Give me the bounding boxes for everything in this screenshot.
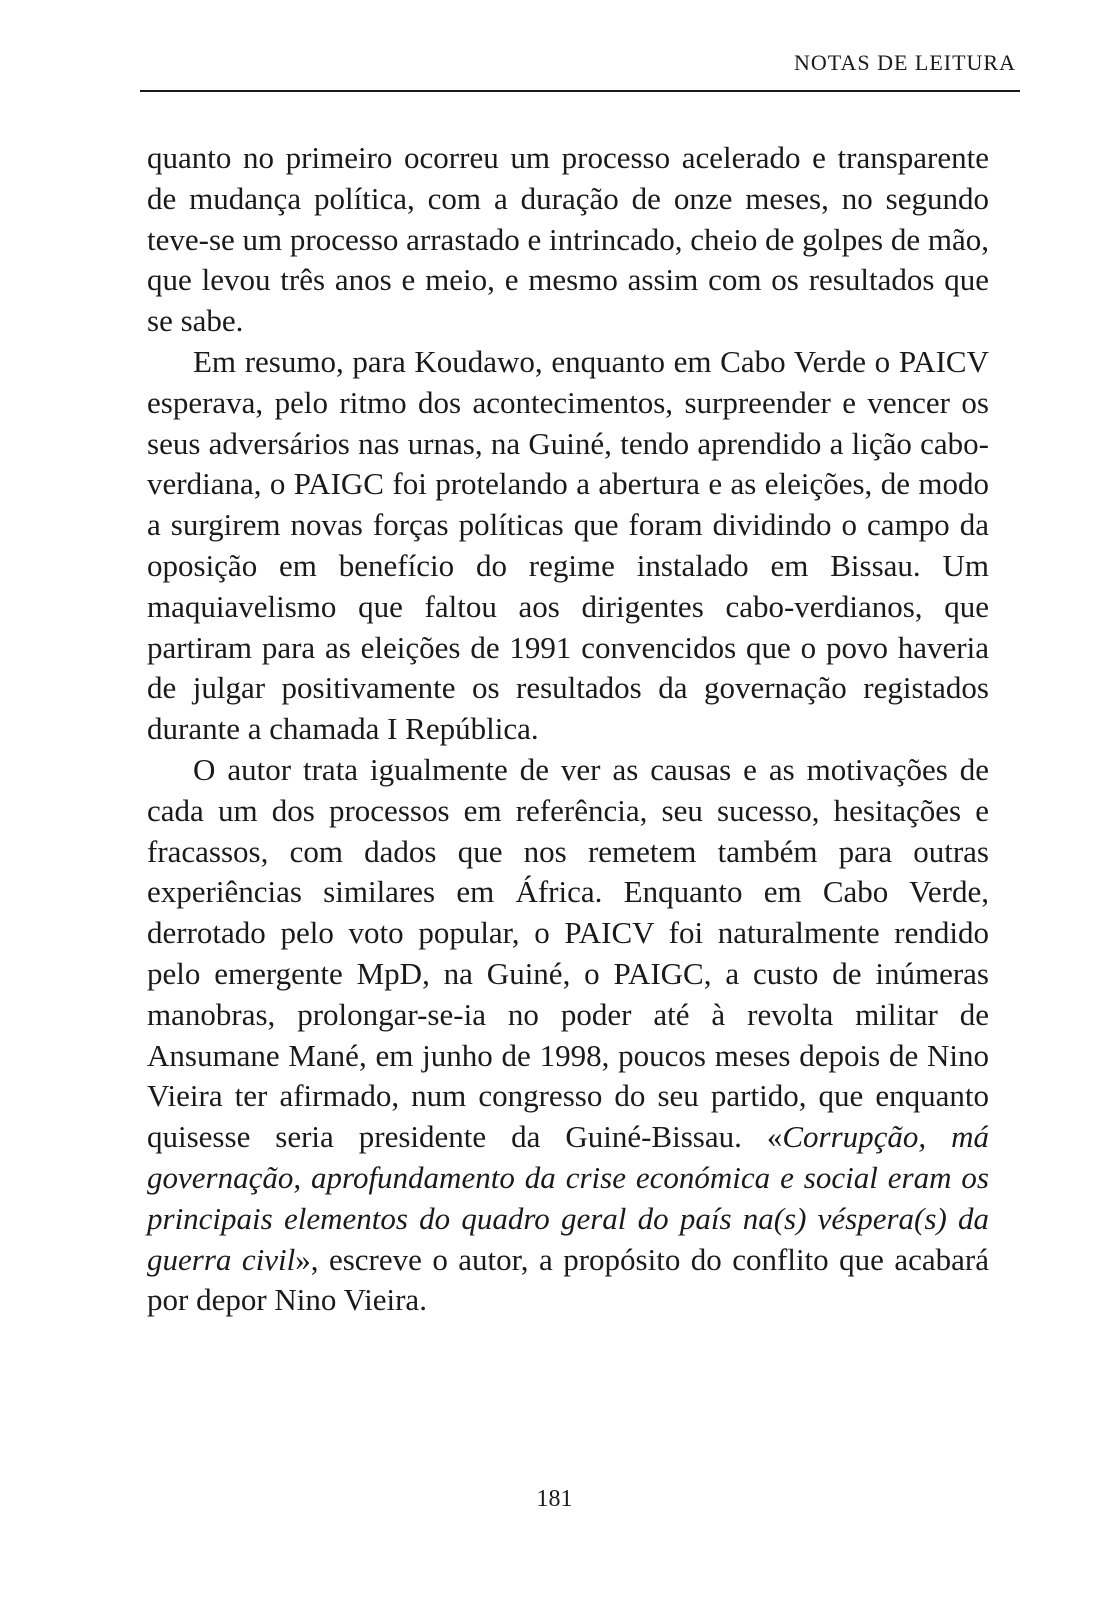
paragraph-summary: Em resumo, para Koudawo, enquanto em Cabo Verde o PAICV esperava, pelo ritmo dos acontecimentos, surpreender e vencer os seus adversários nas urnas, na Guiné, tendo aprendido a lição cabo-verdiana, o PAIGC foi protelando a abertura e as eleições, de modo a surgirem novas forças políticas que foram dividindo o campo da oposição em benefício do regime instalado em Bissau. Um maquiavelismo que faltou aos dirigentes cabo-verdianos, que partiram para as eleições de 1991 convencidos que o povo haveria de julgar positivamente os resultados da governação registados durante a chamada I República. [147,343,989,747]
page-number: 181 [536,1486,573,1512]
paragraph-text-end: », escreve o autor, a propósito do conflito que acabará por depor Nino Vieira. [147,1241,989,1318]
header-rule [140,90,1020,92]
paragraph-continuation: quanto no primeiro ocorreu um processo acelerado e transparente de mudança política, com a duração de onze meses, no segundo teve-se um processo arrastado e intrincado, cheio de golpes de mão, que levou três anos e meio, e mesmo assim com os resultados que se sabe. [147,140,989,339]
running-head: NOTAS DE LEITURA [794,50,1016,75]
paragraph-text: O autor trata igualmente de ver as causas e as motivações de cada um dos processos em referência, seu sucesso, hesitações e fracassos, com dados que nos remetem também para outras experiências similares em África. Enquanto em Cabo Verde, derrotado pelo voto popular, o PAICV foi naturalmente rendido pelo emergente MpD, na Guiné, o PAIGC, a custo de inúmeras manobras, prolongar-se-ia no poder até à revolta militar de Ansumane Mané, em junho de 1998, poucos meses depois de Nino Vieira ter afirmado, num congresso do seu partido, que enquanto quisesse seria presidente da Guiné-Bissau. « [147,751,989,1155]
body-text [147,138,989,1321]
italic-quotation: Corrupção, má governação, aprofundamento da crise económica e social eram os principais elementos do quadro geral do país na(s) véspera(s) da guerra civil [147,1119,989,1277]
paragraph-causes [147,750,989,1321]
